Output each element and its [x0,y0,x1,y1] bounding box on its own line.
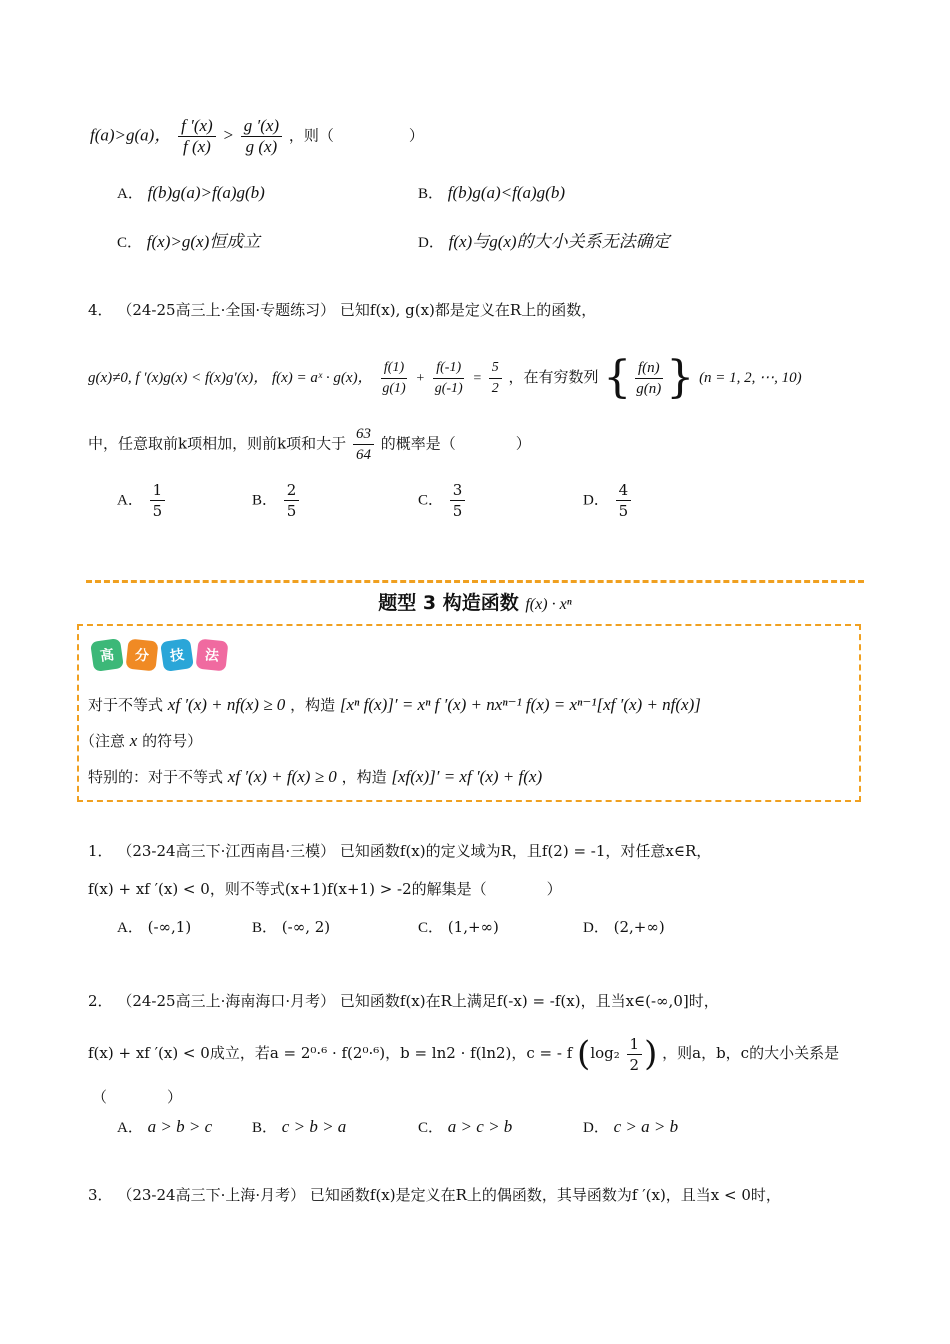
option-text: f(b)g(a)<f(a)g(b) [447,183,566,202]
prev-ask: ，则（ ） [288,126,424,145]
option-label: A． [117,186,143,202]
tip-text: （注意 [80,732,126,750]
question-source: （24-25高三上·海南海口·月考） [117,992,336,1010]
question-source: （24-25高三上·全国·专题练习） [117,301,336,319]
tip-text: ，构造 [341,768,387,786]
prev-frac-f-den: f (x) [182,137,211,156]
option-label: A． [117,1120,143,1136]
prev-cond-left: f(a)>g(a)， [90,125,172,145]
tip-text: 对于不等式 [88,696,164,714]
s1-option-c[interactable] [418,916,499,937]
frac-den: 5 [286,502,297,520]
option-text: (-∞,1) [147,918,192,936]
q4-frac-seq [633,358,664,399]
option-text: (-∞, 2) [281,918,331,936]
badge-text: 分 [134,647,150,665]
right-brace-icon: } [666,352,695,403]
option-label: C． [418,492,444,509]
badge-gao [90,638,124,672]
left-brace-icon: { [603,352,632,403]
badge-text: 技 [169,647,186,665]
question-source: （23-24高三下·江西南昌·三模） [117,842,336,860]
log-text: log₂ [590,1044,620,1062]
q4-frac-f1 [379,358,408,399]
q4-stem-line1 [88,299,596,320]
question-stem: 已知函数f(x)是定义在R上的偶函数，其导函数为f ′(x)，且当x < 0时， [309,1186,781,1204]
q4-stem-line3 [88,424,531,465]
badge-fa [196,639,229,672]
option-text: c > b > a [281,1117,347,1136]
tip-math: [xf(x)]′ = xf ′(x) + f(x) [391,767,543,786]
option-label: C． [418,920,444,936]
prev-option-b[interactable] [418,182,565,203]
badge-fen [126,639,159,672]
q4-condition: g(x)≠0, f ′(x)g(x) < f(x)g′(x)， f(x) = aˣ · g(x)， [88,370,373,386]
prev-option-c[interactable] [117,227,260,252]
q4-option-c[interactable] [418,480,467,521]
prev-frac-g [241,116,282,157]
question-number: 2． [88,992,113,1010]
q4-frac-f2 [432,358,466,399]
s2-option-c[interactable] [418,1116,512,1137]
badge-ji [160,638,194,672]
s1-option-a[interactable] [117,916,191,937]
question-stem: 的概率是（ ） [380,434,531,453]
option-text: a > b > c [147,1117,213,1136]
option-frac [150,480,166,521]
s2-stem-line1 [88,990,719,1011]
option-frac [616,480,632,521]
option-label: C． [117,235,143,251]
frac-den: g(1) [382,380,406,396]
q4-option-b[interactable] [252,480,301,521]
q4-option-a[interactable] [117,480,167,521]
option-label: B． [418,186,444,202]
frac-num: f(1) [381,358,407,379]
section-divider [86,580,864,583]
s2-option-a[interactable] [117,1116,212,1137]
s1-option-b[interactable] [252,916,330,937]
s2-option-b[interactable] [252,1116,346,1137]
question-stem: 中，任意取前k项相加，则前k项和大于 [88,434,347,453]
tip-math: xf ′(x) + nf(x) ≥ 0 [167,695,286,714]
question-stem: 已知f(x), g(x)都是定义在R上的函数， [339,301,597,319]
question-number: 1． [88,842,113,860]
question-stem: 已知函数f(x)的定义域为R，且f(2) = -1，对任意x∈R， [339,842,712,860]
s1-option-d[interactable] [583,916,665,937]
option-label: A． [117,920,143,936]
option-text: c > a > b [613,1117,679,1136]
question-source: （23-24高三下·上海·月考） [117,1186,306,1204]
equals-sign: = [472,371,482,386]
q4-option-d[interactable] [583,480,633,521]
frac-den: 2 [629,1055,640,1074]
option-frac [284,480,300,521]
section-title-math: f(x) · xⁿ [525,596,572,613]
badge-text: 法 [204,647,220,665]
option-label: D． [583,920,609,936]
tip-line2 [80,730,202,751]
right-paren-icon: ) [644,1034,658,1074]
option-text: f(x)>g(x)恒成立 [146,232,261,251]
s2-stem-line3 [92,1086,182,1107]
s2-stem-line2 [88,1032,839,1076]
prev-frac-f [178,116,216,157]
section-title [0,588,950,615]
tip-line1 [88,694,701,715]
option-label: D． [583,492,609,509]
prev-option-d[interactable] [418,227,670,252]
tip-line3 [88,766,542,787]
prev-option-a[interactable] [117,182,265,203]
frac-den: 5 [152,502,163,520]
q4-frac-result [489,358,502,399]
frac-num: f(n) [635,358,663,379]
q4-seq-range: (n = 1, 2, ⋯, 10) [699,370,802,386]
option-label: A． [117,492,143,509]
option-text: (2,+∞) [613,918,665,936]
badge-text: 高 [99,647,116,665]
frac-num: 1 [150,480,166,501]
frac-den: 5 [452,502,463,520]
prev-frac-f-num: f ′(x) [178,116,216,137]
tip-math: x [129,731,138,750]
s1-stem-line1 [88,840,711,861]
tip-text: 特别的：对于不等式 [88,768,224,786]
frac-den: g(n) [636,380,662,397]
question-stem: ，则a，b，c的大小关系是 [662,1044,840,1062]
frac-den: g(-1) [434,380,463,396]
frac-num: 1 [627,1034,643,1055]
frac-num: 2 [284,480,300,501]
section-title-text: 题型 3 构造函数 [378,592,519,614]
s2-log-frac [627,1034,643,1075]
s3-stem-line1 [88,1184,781,1205]
q4-frac-prob [353,424,374,465]
s1-stem-line2 [88,878,562,899]
question-stem: f(x) + xf ′(x) < 0成立，若a = 2⁰·⁶ · f(2⁰·⁶)，b = ln2 · f(ln2)，c = - f [88,1044,573,1062]
frac-den: 5 [618,502,629,520]
frac-num: 4 [616,480,632,501]
option-label: B． [252,492,278,509]
prev-frac-g-den: g (x) [245,137,278,156]
option-text: a > c > b [447,1117,513,1136]
frac-num: 3 [450,480,466,501]
option-label: D． [583,1120,609,1136]
option-frac [450,480,466,521]
tip-math: xf ′(x) + f(x) ≥ 0 [227,767,337,786]
frac-num: f(-1) [433,358,464,379]
question-stem: f(x) + xf ′(x) < 0，则不等式(x+1)f(x+1) > -2的解集是（ ） [88,880,562,898]
frac-num: 63 [353,424,374,445]
q4-stem-line2 [88,352,802,403]
tip-text: ，构造 [290,696,336,714]
option-label: B． [252,1120,278,1136]
plus-sign: + [415,371,425,386]
option-label: C． [418,1120,444,1136]
option-label: B． [252,920,278,936]
question-stem: 已知函数f(x)在R上满足f(-x) = -f(x)，且当x∈(-∞,0]时， [339,992,719,1010]
question-stem: （ ） [92,1088,183,1106]
option-text: f(x)与g(x)的大小关系无法确定 [448,232,670,251]
prev-frac-g-num: g ′(x) [241,116,282,137]
prev-gt: > [222,125,234,145]
frac-num: 5 [489,358,502,379]
tip-math: [xⁿ f(x)]′ = xⁿ f ′(x) + nxⁿ⁻¹ f(x) = xⁿ⁻¹[xf ′(x) + nf(x)] [339,695,701,714]
frac-den: 2 [491,380,499,396]
tip-text: 的符号） [142,732,203,750]
question-number: 4． [88,301,113,319]
s2-option-d[interactable] [583,1116,678,1137]
option-text: f(b)g(a)>f(a)g(b) [147,183,265,202]
left-paren-icon: ( [577,1034,591,1074]
option-label: D． [418,235,444,251]
q4-seq-text: ，在有穷数列 [508,368,599,386]
frac-den: 64 [355,447,371,463]
option-text: (1,+∞) [447,918,499,936]
prev-question-condition [90,116,424,157]
question-number: 3． [88,1186,113,1204]
